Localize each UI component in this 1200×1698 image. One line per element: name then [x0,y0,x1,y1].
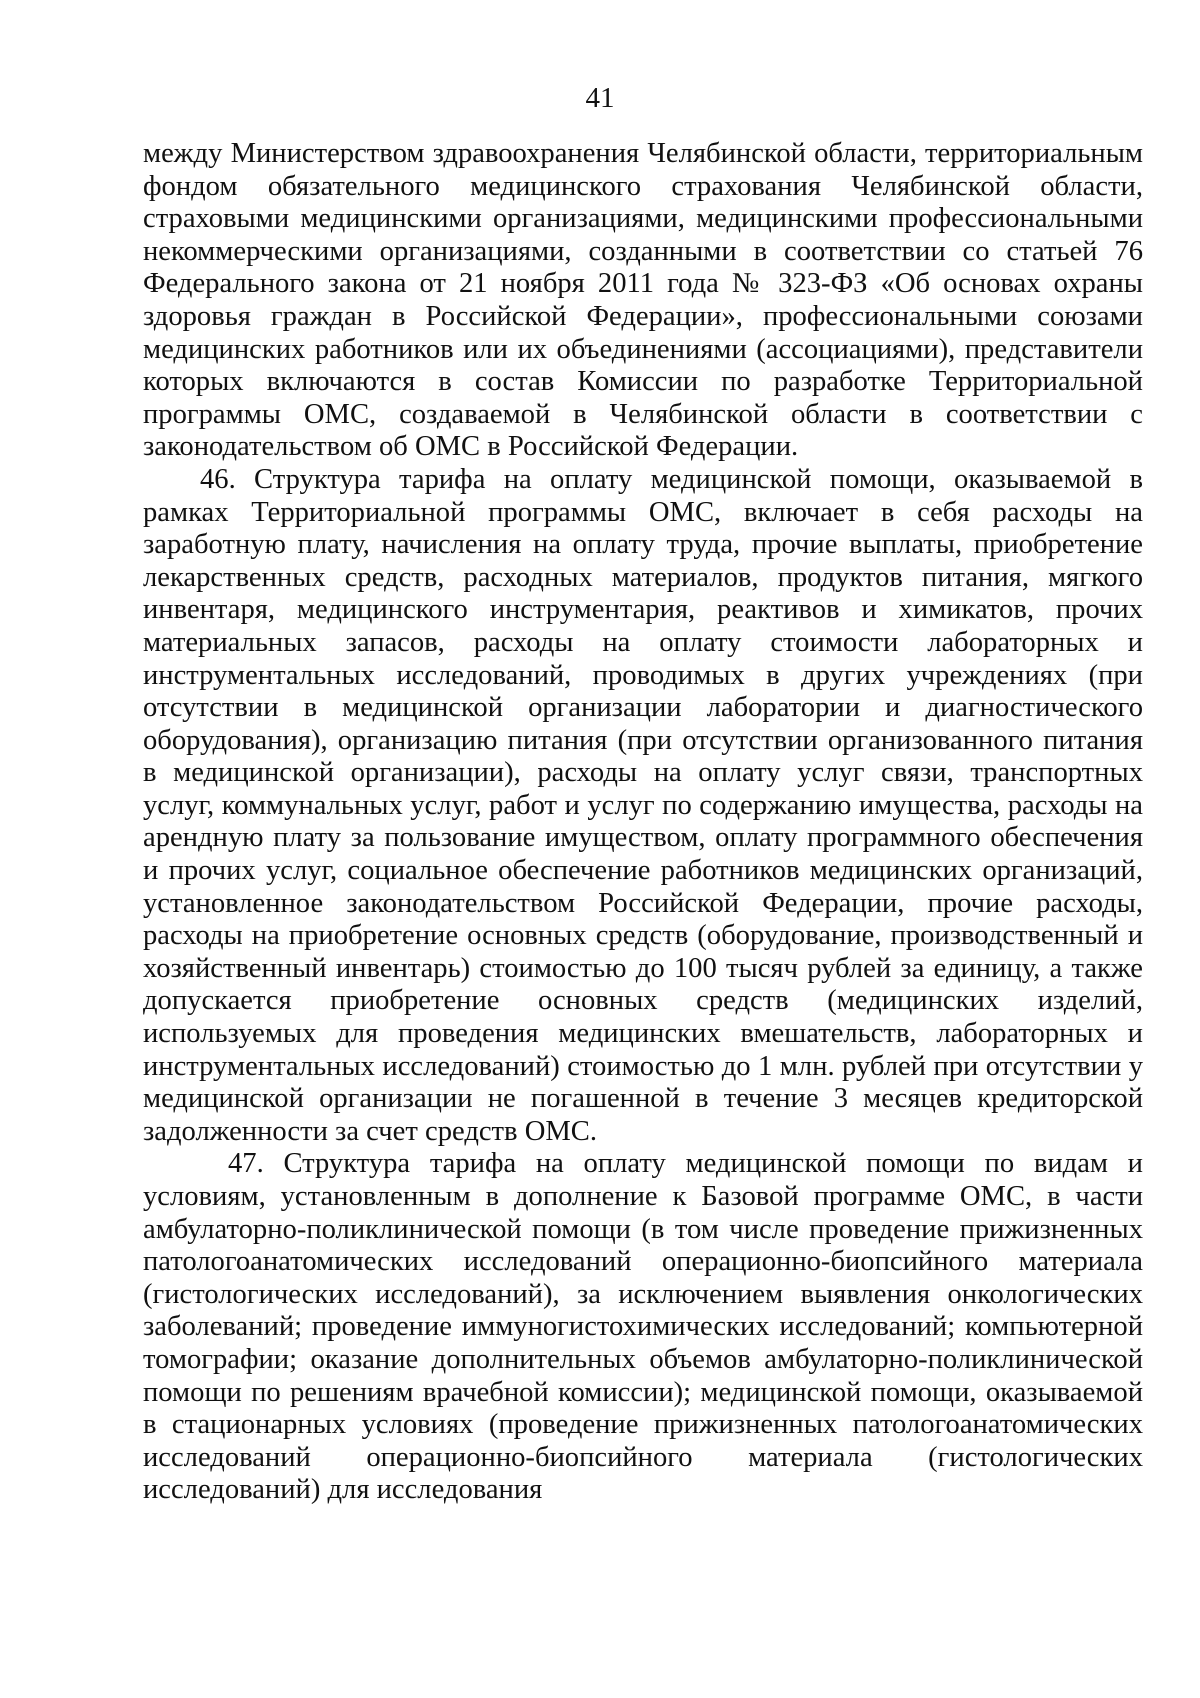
paragraph-continuation: между Министерством здравоохранения Челябинской области, территориальным фондом обязательного медицинского страхования Челябинской области, страховыми медицинскими организациями, медицинскими профессиональными некоммерческими организациями, созданными в соответствии со статьей 76 Федерального закона от 21 ноября 2011 года № 323-ФЗ «Об основах охраны здоровья граждан в Российской Федерации», профессиональными союзами медицинских работников или их объединениями (ассоциациями), представители которых включаются в состав Комиссии по разработке Территориальной программы ОМС, создаваемой в Челябинской области в соответствии с законодательством об ОМС в Российской Федерации. [143,138,1143,463]
paragraph-item-47: 47. Структура тарифа на оплату медицинской помощи по видам и условиям, установленным в дополнение к Базовой программе ОМС, в части амбулаторно-поликлинической помощи (в том числе проведение прижизненных патологоанатомических исследований операционно-биопсийного материала (гистологических исследований), за исключением выявления онкологических заболеваний; проведение иммуногистохимических исследований; компьютерной томографии; оказание дополнительных объемов амбулаторно-поликлинической помощи по решениям врачебной комиссии); медицинской помощи, оказываемой в стационарных условиях (проведение прижизненных патологоанатомических исследований операционно-биопсийного материала (гистологических исследований) для исследования [143,1148,1143,1506]
page-number: 41 [585,82,615,114]
paragraph-item-46: 46. Структура тарифа на оплату медицинской помощи, оказываемой в рамках Территориальной программы ОМС, включает в себя расходы на заработную плату, начисления на оплату труда, прочие выплаты, приобретение лекарственных средств, расходных материалов, продуктов питания, мягкого инвентаря, медицинского инструментария, реактивов и химикатов, прочих материальных запасов, расходы на оплату стоимости лабораторных и инструментальных исследований, проводимых в других учреждениях (при отсутствии в медицинской организации лаборатории и диагностического оборудования), организацию питания (при отсутствии организованного питания в медицинской организации), расходы на оплату услуг связи, транспортных услуг, коммунальных услуг, работ и услуг по содержанию имущества, расходы на арендную плату за пользование имуществом, оплату программного обеспечения и прочих услуг, социальное обеспечение работников медицинских организаций, установленное законодательством Российской Федерации, прочие расходы, расходы на приобретение основных средств (оборудование, производственный и хозяйственный инвентарь) стоимостью до 100 тысяч рублей за единицу, а также допускается приобретение основных средств (медицинских изделий, используемых для проведения медицинских вмешательств, лабораторных и инструментальных исследований) стоимостью до 1 млн. рублей при отсутствии у медицинской организации не погашенной в течение 3 месяцев кредиторской задолженности за счет средств ОМС. [143,463,1143,1147]
document-body [143,138,1143,1507]
